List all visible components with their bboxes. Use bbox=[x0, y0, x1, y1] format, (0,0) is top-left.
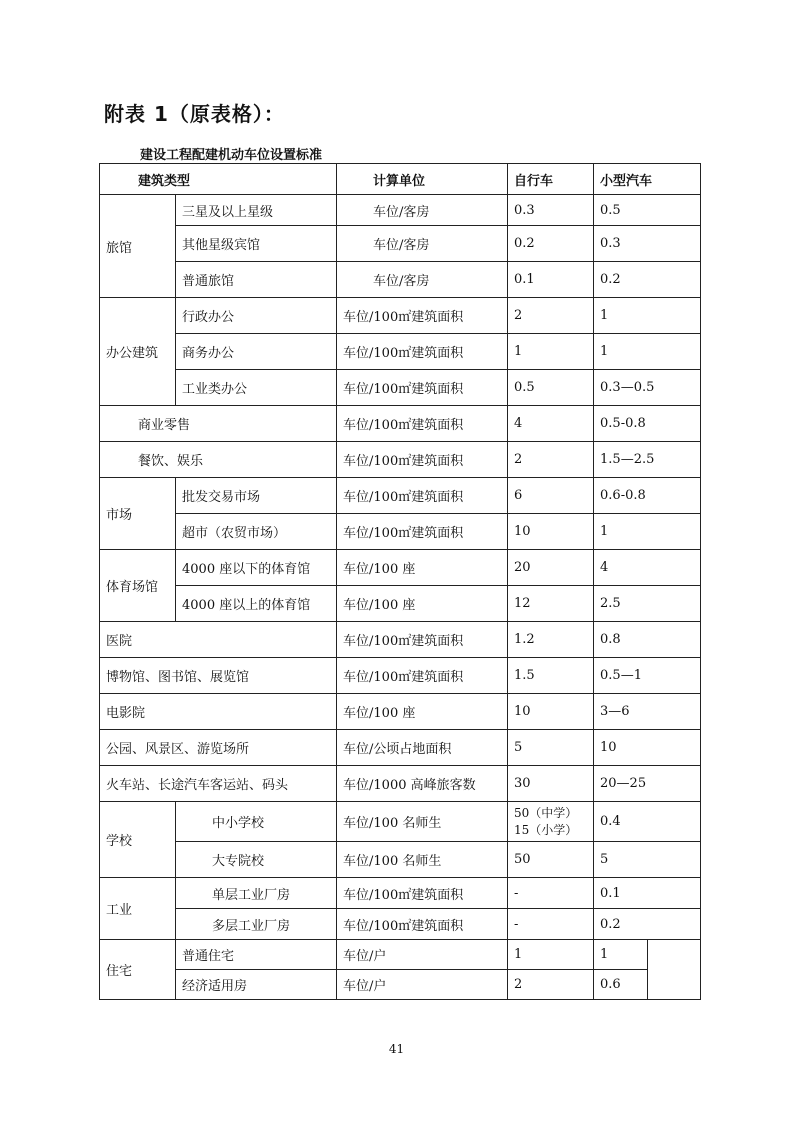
item-car: 20—25 bbox=[594, 766, 701, 802]
item-name: 大专院校 bbox=[176, 842, 337, 878]
item-car: 10 bbox=[594, 730, 701, 766]
table-header-row bbox=[100, 164, 701, 195]
table-row bbox=[100, 298, 701, 334]
item-car: 3—6 bbox=[594, 694, 701, 730]
item-car: 0.1 bbox=[594, 878, 701, 909]
item-car: 0.2 bbox=[594, 262, 701, 298]
category-office: 办公建筑 bbox=[100, 298, 176, 406]
item-car: 2.5 bbox=[594, 586, 701, 622]
table-row bbox=[100, 406, 701, 442]
table-row bbox=[100, 878, 701, 909]
item-unit: 车位/户 bbox=[337, 940, 508, 970]
item-car: 0.5-0.8 bbox=[594, 406, 701, 442]
item-name: 超市（农贸市场） bbox=[176, 514, 337, 550]
table-row bbox=[100, 909, 701, 940]
category-stadium: 体育场馆 bbox=[100, 550, 176, 622]
item-car: 5 bbox=[594, 842, 701, 878]
table-row bbox=[100, 370, 701, 406]
item-unit: 车位/100㎡建筑面积 bbox=[337, 478, 508, 514]
item-name: 其他星级宾馆 bbox=[176, 226, 337, 262]
item-bicycle: 20 bbox=[508, 550, 594, 586]
item-car: 1 bbox=[594, 940, 648, 970]
table-row bbox=[100, 514, 701, 550]
item-name: 餐饮、娱乐 bbox=[100, 442, 337, 478]
table-row bbox=[100, 730, 701, 766]
item-bicycle: - bbox=[508, 878, 594, 909]
empty-cell bbox=[648, 940, 701, 1000]
item-name: 经济适用房 bbox=[176, 970, 337, 1000]
item-name: 4000 座以下的体育馆 bbox=[176, 550, 337, 586]
item-bicycle: 2 bbox=[508, 970, 594, 1000]
table-row bbox=[100, 766, 701, 802]
item-name: 医院 bbox=[100, 622, 337, 658]
item-car: 0.6-0.8 bbox=[594, 478, 701, 514]
item-name: 三星及以上星级 bbox=[176, 195, 337, 226]
item-bicycle: 0.5 bbox=[508, 370, 594, 406]
item-unit: 车位/客房 bbox=[337, 195, 508, 226]
item-name: 商务办公 bbox=[176, 334, 337, 370]
item-car: 4 bbox=[594, 550, 701, 586]
item-bicycle: 30 bbox=[508, 766, 594, 802]
item-unit: 车位/100 座 bbox=[337, 550, 508, 586]
item-bicycle: 4 bbox=[508, 406, 594, 442]
item-unit: 车位/100㎡建筑面积 bbox=[337, 622, 508, 658]
item-unit: 车位/100㎡建筑面积 bbox=[337, 406, 508, 442]
item-name: 行政办公 bbox=[176, 298, 337, 334]
item-name: 电影院 bbox=[100, 694, 337, 730]
item-name: 商业零售 bbox=[100, 406, 337, 442]
table-row bbox=[100, 694, 701, 730]
item-car: 0.4 bbox=[594, 802, 701, 842]
header-bicycle: 自行车 bbox=[508, 164, 594, 195]
item-unit: 车位/100 座 bbox=[337, 694, 508, 730]
item-bicycle: 1.2 bbox=[508, 622, 594, 658]
header-car: 小型汽车 bbox=[594, 164, 701, 195]
item-name: 单层工业厂房 bbox=[176, 878, 337, 909]
item-bicycle: 0.1 bbox=[508, 262, 594, 298]
bicycle-middle-school: 50（中学） bbox=[514, 805, 578, 820]
table-row bbox=[100, 195, 701, 226]
table-row bbox=[100, 622, 701, 658]
item-bicycle: 1 bbox=[508, 940, 594, 970]
item-bicycle: 1 bbox=[508, 334, 594, 370]
item-name: 4000 座以上的体育馆 bbox=[176, 586, 337, 622]
item-name: 火车站、长途汽车客运站、码头 bbox=[100, 766, 337, 802]
item-bicycle: 10 bbox=[508, 514, 594, 550]
item-unit: 车位/100㎡建筑面积 bbox=[337, 442, 508, 478]
item-unit: 车位/100㎡建筑面积 bbox=[337, 514, 508, 550]
item-car: 0.5—1 bbox=[594, 658, 701, 694]
item-car: 0.5 bbox=[594, 195, 701, 226]
item-bicycle: 1.5 bbox=[508, 658, 594, 694]
item-car: 0.6 bbox=[594, 970, 648, 1000]
item-unit: 车位/100㎡建筑面积 bbox=[337, 878, 508, 909]
item-unit: 车位/户 bbox=[337, 970, 508, 1000]
item-unit: 车位/100㎡建筑面积 bbox=[337, 909, 508, 940]
table-row bbox=[100, 550, 701, 586]
header-building-type: 建筑类型 bbox=[100, 164, 337, 195]
item-unit: 车位/客房 bbox=[337, 262, 508, 298]
item-car: 0.2 bbox=[594, 909, 701, 940]
item-name: 博物馆、图书馆、展览馆 bbox=[100, 658, 337, 694]
item-bicycle: 12 bbox=[508, 586, 594, 622]
item-name: 工业类办公 bbox=[176, 370, 337, 406]
item-bicycle: - bbox=[508, 909, 594, 940]
appendix-heading: 附表 1（原表格）： bbox=[104, 102, 285, 126]
item-bicycle: 0.2 bbox=[508, 226, 594, 262]
header-unit: 计算单位 bbox=[337, 164, 508, 195]
item-car: 1 bbox=[594, 334, 701, 370]
item-unit: 车位/公顷占地面积 bbox=[337, 730, 508, 766]
item-unit: 车位/100㎡建筑面积 bbox=[337, 298, 508, 334]
category-school: 学校 bbox=[100, 802, 176, 878]
table-row bbox=[100, 586, 701, 622]
table-row bbox=[100, 970, 701, 1000]
item-car: 0.8 bbox=[594, 622, 701, 658]
item-unit: 车位/100㎡建筑面积 bbox=[337, 658, 508, 694]
table-row bbox=[100, 442, 701, 478]
item-unit: 车位/100㎡建筑面积 bbox=[337, 334, 508, 370]
item-name: 批发交易市场 bbox=[176, 478, 337, 514]
item-bicycle bbox=[508, 802, 594, 842]
item-bicycle: 2 bbox=[508, 442, 594, 478]
item-car: 1 bbox=[594, 298, 701, 334]
item-name: 公园、风景区、游览场所 bbox=[100, 730, 337, 766]
table-caption: 建设工程配建机动车位设置标准 bbox=[140, 148, 323, 163]
item-unit: 车位/1000 高峰旅客数 bbox=[337, 766, 508, 802]
item-name: 普通旅馆 bbox=[176, 262, 337, 298]
item-car: 1 bbox=[594, 514, 701, 550]
item-bicycle: 50 bbox=[508, 842, 594, 878]
item-bicycle: 6 bbox=[508, 478, 594, 514]
item-bicycle: 5 bbox=[508, 730, 594, 766]
item-car: 1.5—2.5 bbox=[594, 442, 701, 478]
table-row bbox=[100, 842, 701, 878]
table-row bbox=[100, 658, 701, 694]
item-name: 中小学校 bbox=[176, 802, 337, 842]
category-industry: 工业 bbox=[100, 878, 176, 940]
item-bicycle: 2 bbox=[508, 298, 594, 334]
item-unit: 车位/100 名师生 bbox=[337, 802, 508, 842]
item-bicycle: 0.3 bbox=[508, 195, 594, 226]
table-row bbox=[100, 262, 701, 298]
item-unit: 车位/100 座 bbox=[337, 586, 508, 622]
table-row bbox=[100, 478, 701, 514]
table-row bbox=[100, 334, 701, 370]
category-housing: 住宅 bbox=[100, 940, 176, 1000]
parking-standard-table bbox=[99, 163, 701, 1000]
item-unit: 车位/100 名师生 bbox=[337, 842, 508, 878]
item-car: 0.3 bbox=[594, 226, 701, 262]
item-name: 多层工业厂房 bbox=[176, 909, 337, 940]
item-unit: 车位/100㎡建筑面积 bbox=[337, 370, 508, 406]
item-name: 普通住宅 bbox=[176, 940, 337, 970]
category-market: 市场 bbox=[100, 478, 176, 550]
bicycle-primary-school: 15（小学） bbox=[514, 822, 578, 837]
category-hotel: 旅馆 bbox=[100, 195, 176, 298]
item-bicycle: 10 bbox=[508, 694, 594, 730]
item-unit: 车位/客房 bbox=[337, 226, 508, 262]
page-number: 41 bbox=[388, 1042, 405, 1056]
item-car: 0.3—0.5 bbox=[594, 370, 701, 406]
table-row bbox=[100, 226, 701, 262]
table-row bbox=[100, 802, 701, 842]
table-row bbox=[100, 940, 701, 970]
